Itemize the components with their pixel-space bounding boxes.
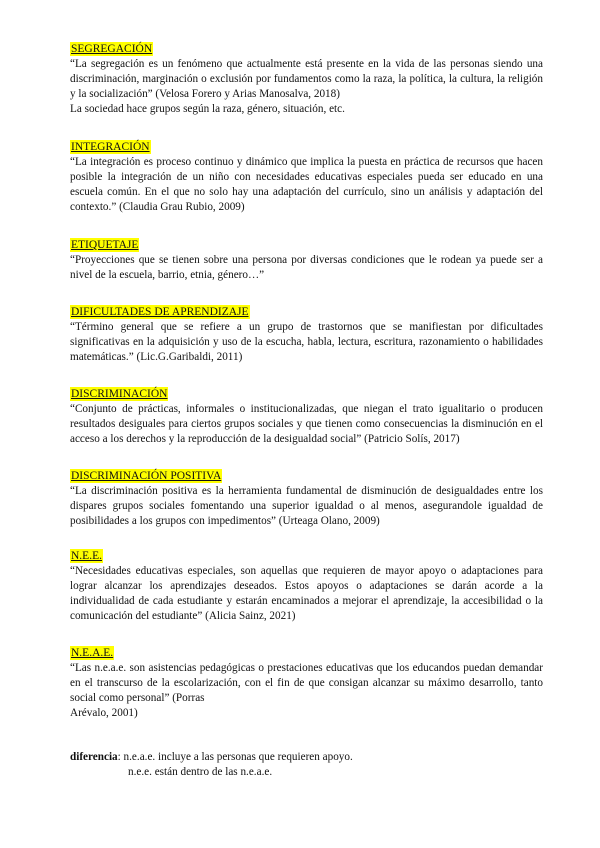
quote-integracion: “La integración es proceso continuo y dinámico que implica la puesta en práctica de recursos que hacen posible la integración de un niño con necesidades educativas especiales pueda ser educado en una escuela común. En el que no solo hay una adaptación del currículo, sino un análisis y adaptación del contexto.” (Claudia Grau Rubio, 2009) <box>70 156 543 213</box>
section-dificultades <box>70 305 543 365</box>
heading-dificultades: DIFICULTADES DE APRENDIZAJE <box>71 306 249 318</box>
heading-etiquetaje: ETIQUETAJE <box>71 239 139 251</box>
quote-neae: “Las n.e.a.e. son asistencias pedagógicas o prestaciones educativas que los educandos puedan demandar en el transcurso de la escolarización, con el fin de que consigan alcanzar su máximo desarrollo, tanto social como personal” (Porras <box>70 662 543 704</box>
difference-text-1: : n.e.a.e. incluye a las personas que requieren apoyo. <box>117 751 353 763</box>
quote-discriminacion-positiva: “La discriminación positiva es la herramienta fundamental de disminución de desigualdades entre los dispares grupos sociales fomentando una superior igualdad o al menos, asegurandole igualdad de posibilidades a los grupos con impedimentos” (Urteaga Olano, 2009) <box>70 485 543 527</box>
section-neae <box>70 646 543 721</box>
quote-etiquetaje: “Proyecciones que se tienen sobre una persona por diversas condiciones que le rodean ya puede ser a nivel de la escuela, barrio, etnia, género…” <box>70 254 543 281</box>
quote-discriminacion: “Conjunto de prácticas, informales o institucionalizadas, que niegan el trato igualitario o producen resultados desiguales para ciertos grupos sociales y que tienen como consecuencias la disminución en el acceso a los derechos y la reproducción de la desigualdad social” (Patricio Solís, 2017) <box>70 403 543 445</box>
section-discriminacion <box>70 387 543 447</box>
difference-text-2: n.e.e. están dentro de las n.e.a.e. <box>128 766 273 778</box>
section-nee <box>70 549 543 624</box>
section-etiquetaje <box>70 238 543 283</box>
quote-nee: “Necesidades educativas especiales, son aquellas que requieren de mayor apoyo o adaptaciones para lograr alcanzar los aprendizajes deseados. Estos apoyos o adaptaciones se darán acorde a la individualidad de cada estudiante y estarán encaminados a mejorar el aprendizaje, la accesibilidad o la comunicación del estudiante” (Alicia Sainz, 2021) <box>70 565 543 622</box>
heading-discriminacion-positiva: DISCRIMINACIÓN POSITIVA <box>71 470 222 482</box>
section-segregacion <box>70 42 543 117</box>
heading-integracion: INTEGRACIÓN <box>71 141 150 153</box>
heading-neae: N.E.A.E. <box>71 647 114 659</box>
section-discriminacion-positiva <box>70 469 543 529</box>
note-neae: Arévalo, 2001) <box>70 707 138 719</box>
note-segregacion: La sociedad hace grupos según la raza, género, situación, etc. <box>70 103 345 115</box>
quote-segregacion: “La segregación es un fenómeno que actualmente está presente en la vida de las personas siendo una discriminación, marginación o exclusión por fundamentos como la raza, la política, la cultura, la religión y la socialización” (Velosa Forero y Arias Manosalva, 2018) <box>70 58 543 100</box>
heading-discriminacion: DISCRIMINACIÓN <box>71 388 168 400</box>
heading-nee: N.E.E. <box>71 550 102 562</box>
section-integracion <box>70 140 543 215</box>
difference-line-1 <box>70 750 543 765</box>
difference-block <box>70 750 543 780</box>
quote-dificultades: “Término general que se refiere a un grupo de trastornos que se manifiestan por dificultades significativas en la adquisición y uso de la escucha, habla, lectura, escritura, razonamiento o habilidades matemáticas.” (Lic.G.Garibaldi, 2011) <box>70 321 543 363</box>
heading-segregacion: SEGREGACIÓN <box>71 43 153 55</box>
difference-label: diferencia <box>70 751 118 763</box>
